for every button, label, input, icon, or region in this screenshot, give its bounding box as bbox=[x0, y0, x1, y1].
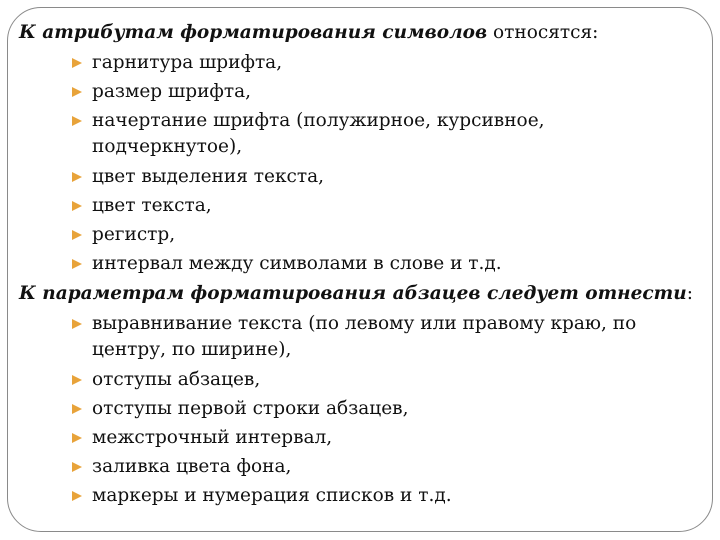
list-item-text: отступы абзацев, bbox=[92, 369, 261, 390]
list-item-text: выравнивание текста (по левому или правому краю, по центру, по ширине), bbox=[92, 313, 637, 360]
bullet-icon bbox=[72, 58, 82, 68]
list-item bbox=[72, 162, 699, 191]
heading-emphasis: К параметрам форматирования абзацев следует отнести bbox=[19, 283, 687, 304]
list-item bbox=[72, 106, 699, 162]
list-item-text: маркеры и нумерация списков и т.д. bbox=[92, 485, 452, 506]
bullet-icon bbox=[72, 433, 82, 443]
bullet-icon bbox=[72, 259, 82, 269]
bullet-icon bbox=[72, 404, 82, 414]
bullet-icon bbox=[72, 319, 82, 329]
list-item bbox=[72, 481, 699, 510]
list-item-text: межстрочный интервал, bbox=[92, 427, 333, 448]
list-item bbox=[72, 191, 699, 220]
list-item bbox=[72, 365, 699, 394]
heading-rest: : bbox=[686, 283, 693, 304]
list-item bbox=[72, 249, 699, 278]
list-item-text: гарнитура шрифта, bbox=[92, 52, 283, 73]
heading-rest: относятся: bbox=[487, 22, 599, 43]
bullet-icon bbox=[72, 172, 82, 182]
list-item-text: отступы первой строки абзацев, bbox=[92, 398, 409, 419]
bullet-icon bbox=[72, 116, 82, 126]
list-item-text: интервал между символами в слове и т.д. bbox=[92, 253, 502, 274]
list-item-text: заливка цвета фона, bbox=[92, 456, 292, 477]
character-attributes-list bbox=[19, 48, 699, 278]
list-item bbox=[72, 309, 699, 365]
section-heading-paragraph-parameters bbox=[19, 278, 699, 309]
list-item bbox=[72, 452, 699, 481]
list-item bbox=[72, 394, 699, 423]
list-item bbox=[72, 48, 699, 77]
bullet-icon bbox=[72, 230, 82, 240]
bullet-icon bbox=[72, 201, 82, 211]
list-item bbox=[72, 220, 699, 249]
bullet-icon bbox=[72, 87, 82, 97]
bullet-icon bbox=[72, 462, 82, 472]
list-item bbox=[72, 77, 699, 106]
section-heading-character-attributes bbox=[19, 17, 699, 48]
list-item-text: размер шрифта, bbox=[92, 81, 252, 102]
list-item bbox=[72, 423, 699, 452]
bullet-icon bbox=[72, 491, 82, 501]
list-item-text: регистр, bbox=[92, 224, 176, 245]
paragraph-parameters-list bbox=[19, 309, 699, 510]
list-item-text: цвет выделения текста, bbox=[92, 166, 325, 187]
bullet-icon bbox=[72, 375, 82, 385]
list-item-text: начертание шрифта (полужирное, курсивное, подчеркнутое), bbox=[92, 110, 545, 157]
list-item-text: цвет текста, bbox=[92, 195, 212, 216]
heading-emphasis: К атрибутам форматирования символов bbox=[19, 22, 488, 43]
slide-content bbox=[19, 17, 699, 510]
